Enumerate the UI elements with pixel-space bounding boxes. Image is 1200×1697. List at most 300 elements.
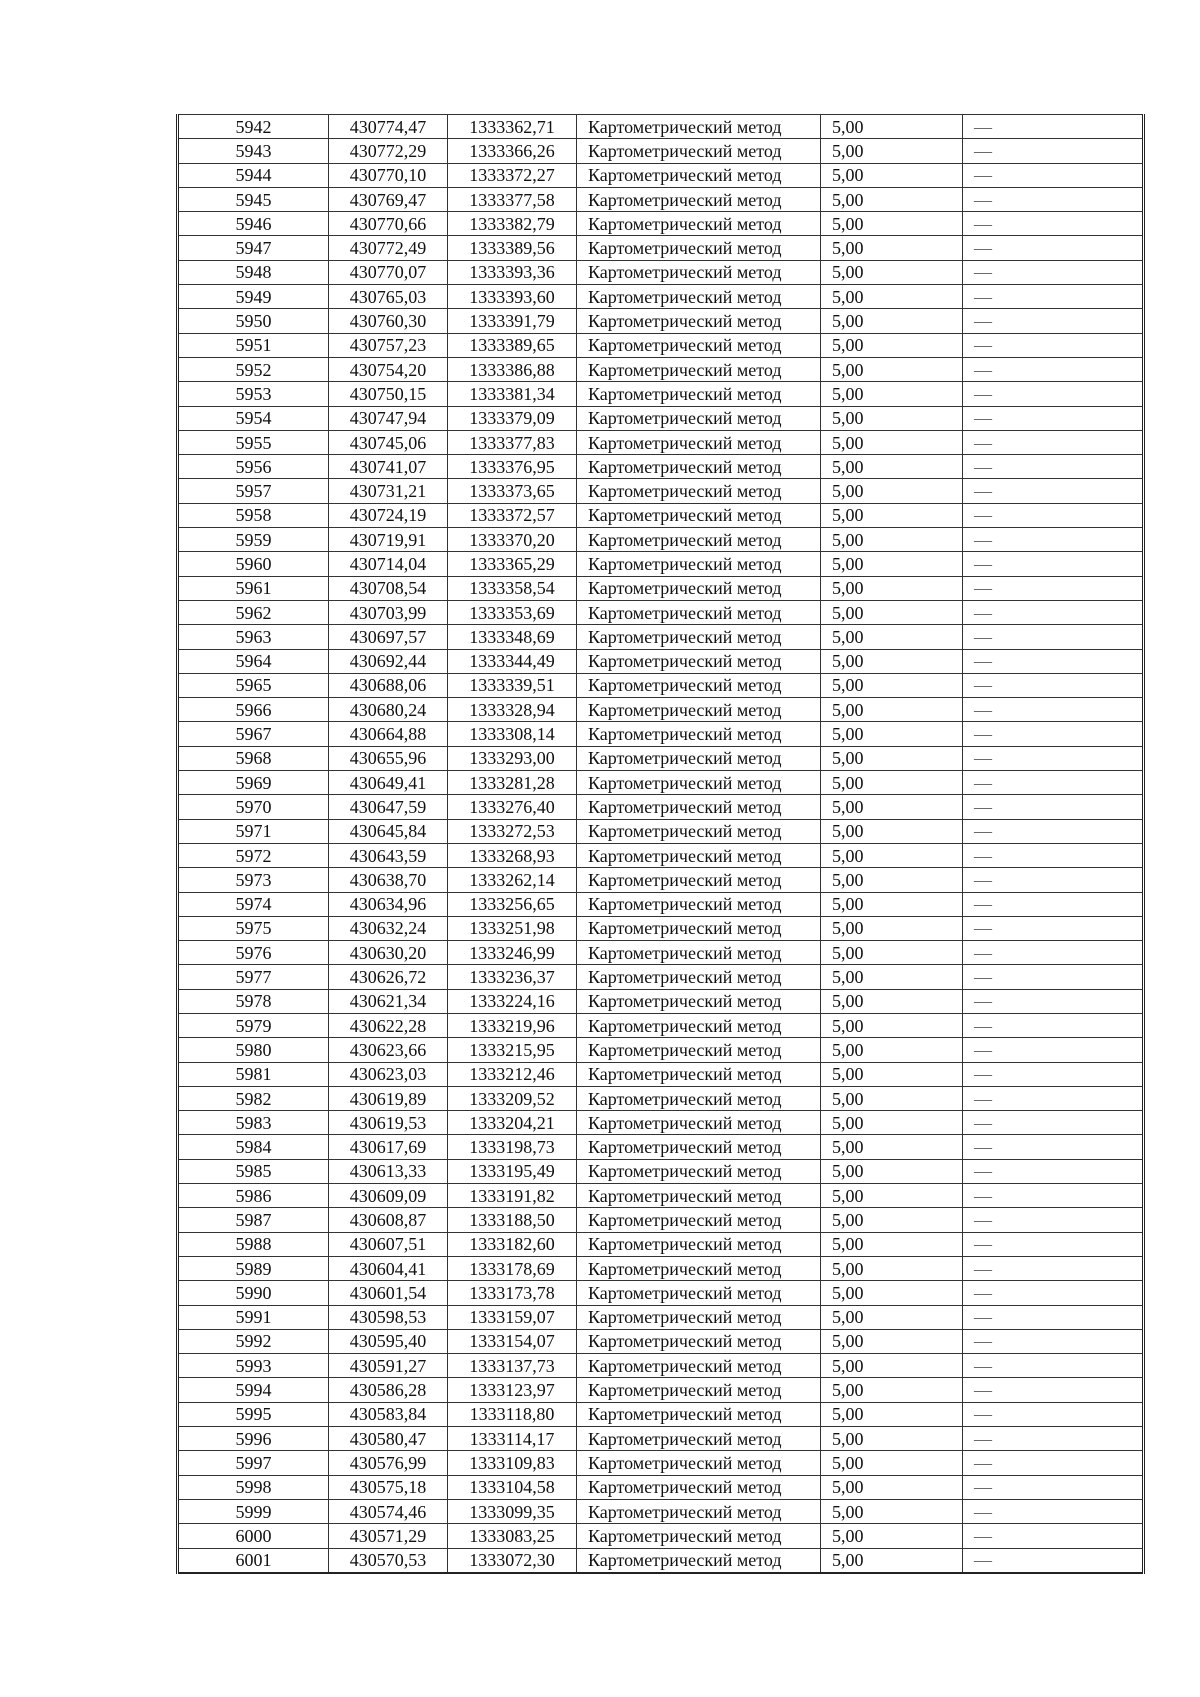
x-coordinate-cell: 430580,47 xyxy=(329,1427,448,1451)
accuracy-cell: 5,00 xyxy=(821,916,963,940)
x-coordinate-cell: 430595,40 xyxy=(329,1329,448,1353)
coordinates-table xyxy=(176,114,1145,1574)
method-cell: Картометрический метод xyxy=(577,455,821,479)
table-row xyxy=(178,163,1144,187)
y-coordinate-cell: 1333382,79 xyxy=(448,212,577,236)
point-number-cell: 5990 xyxy=(178,1281,329,1305)
point-number-cell: 5979 xyxy=(178,1013,329,1037)
point-number-cell: 5989 xyxy=(178,1256,329,1280)
y-coordinate-cell: 1333362,71 xyxy=(448,115,577,139)
accuracy-cell: 5,00 xyxy=(821,139,963,163)
point-number-cell: 5950 xyxy=(178,309,329,333)
point-number-cell: 5984 xyxy=(178,1135,329,1159)
description-cell: — xyxy=(963,139,1144,163)
table-row xyxy=(178,941,1144,965)
x-coordinate-cell: 430623,66 xyxy=(329,1038,448,1062)
y-coordinate-cell: 1333353,69 xyxy=(448,600,577,624)
x-coordinate-cell: 430586,28 xyxy=(329,1378,448,1402)
x-coordinate-cell: 430655,96 xyxy=(329,746,448,770)
method-cell: Картометрический метод xyxy=(577,479,821,503)
point-number-cell: 5973 xyxy=(178,868,329,892)
method-cell: Картометрический метод xyxy=(577,771,821,795)
accuracy-cell: 5,00 xyxy=(821,1329,963,1353)
accuracy-cell: 5,00 xyxy=(821,722,963,746)
x-coordinate-cell: 430692,44 xyxy=(329,649,448,673)
x-coordinate-cell: 430604,41 xyxy=(329,1256,448,1280)
description-cell: — xyxy=(963,576,1144,600)
x-coordinate-cell: 430591,27 xyxy=(329,1354,448,1378)
accuracy-cell: 5,00 xyxy=(821,649,963,673)
point-number-cell: 5956 xyxy=(178,455,329,479)
accuracy-cell: 5,00 xyxy=(821,430,963,454)
method-cell: Картометрический метод xyxy=(577,552,821,576)
description-cell: — xyxy=(963,771,1144,795)
description-cell: — xyxy=(963,1232,1144,1256)
point-number-cell: 5982 xyxy=(178,1086,329,1110)
point-number-cell: 5976 xyxy=(178,941,329,965)
y-coordinate-cell: 1333195,49 xyxy=(448,1159,577,1183)
accuracy-cell: 5,00 xyxy=(821,406,963,430)
description-cell: — xyxy=(963,236,1144,260)
x-coordinate-cell: 430576,99 xyxy=(329,1451,448,1475)
method-cell: Картометрический метод xyxy=(577,163,821,187)
table-row xyxy=(178,406,1144,430)
description-cell: — xyxy=(963,1329,1144,1353)
method-cell: Картометрический метод xyxy=(577,430,821,454)
point-number-cell: 5983 xyxy=(178,1111,329,1135)
table-row xyxy=(178,1281,1144,1305)
method-cell: Картометрический метод xyxy=(577,673,821,697)
accuracy-cell: 5,00 xyxy=(821,771,963,795)
point-number-cell: 5998 xyxy=(178,1475,329,1499)
method-cell: Картометрический метод xyxy=(577,1281,821,1305)
table-row xyxy=(178,382,1144,406)
description-cell: — xyxy=(963,1427,1144,1451)
point-number-cell: 5969 xyxy=(178,771,329,795)
table-row xyxy=(178,1524,1144,1548)
point-number-cell: 5955 xyxy=(178,430,329,454)
table-row xyxy=(178,503,1144,527)
point-number-cell: 5953 xyxy=(178,382,329,406)
y-coordinate-cell: 1333072,30 xyxy=(448,1548,577,1573)
accuracy-cell: 5,00 xyxy=(821,1354,963,1378)
x-coordinate-cell: 430598,53 xyxy=(329,1305,448,1329)
x-coordinate-cell: 430601,54 xyxy=(329,1281,448,1305)
description-cell: — xyxy=(963,819,1144,843)
description-cell: — xyxy=(963,649,1144,673)
accuracy-cell: 5,00 xyxy=(821,625,963,649)
y-coordinate-cell: 1333104,58 xyxy=(448,1475,577,1499)
method-cell: Картометрический метод xyxy=(577,115,821,139)
method-cell: Картометрический метод xyxy=(577,1208,821,1232)
method-cell: Картометрический метод xyxy=(577,1451,821,1475)
y-coordinate-cell: 1333215,95 xyxy=(448,1038,577,1062)
method-cell: Картометрический метод xyxy=(577,1159,821,1183)
accuracy-cell: 5,00 xyxy=(821,1208,963,1232)
y-coordinate-cell: 1333224,16 xyxy=(448,989,577,1013)
table-row xyxy=(178,1038,1144,1062)
y-coordinate-cell: 1333114,17 xyxy=(448,1427,577,1451)
table-row xyxy=(178,187,1144,211)
description-cell: — xyxy=(963,382,1144,406)
table-row xyxy=(178,236,1144,260)
method-cell: Картометрический метод xyxy=(577,1427,821,1451)
y-coordinate-cell: 1333373,65 xyxy=(448,479,577,503)
method-cell: Картометрический метод xyxy=(577,722,821,746)
method-cell: Картометрический метод xyxy=(577,843,821,867)
method-cell: Картометрический метод xyxy=(577,236,821,260)
accuracy-cell: 5,00 xyxy=(821,503,963,527)
point-number-cell: 5962 xyxy=(178,600,329,624)
description-cell: — xyxy=(963,965,1144,989)
x-coordinate-cell: 430708,54 xyxy=(329,576,448,600)
point-number-cell: 5996 xyxy=(178,1427,329,1451)
table-row xyxy=(178,139,1144,163)
x-coordinate-cell: 430583,84 xyxy=(329,1402,448,1426)
y-coordinate-cell: 1333159,07 xyxy=(448,1305,577,1329)
y-coordinate-cell: 1333256,65 xyxy=(448,892,577,916)
table-row xyxy=(178,357,1144,381)
x-coordinate-cell: 430619,53 xyxy=(329,1111,448,1135)
table-row xyxy=(178,576,1144,600)
point-number-cell: 5964 xyxy=(178,649,329,673)
accuracy-cell: 5,00 xyxy=(821,1524,963,1548)
x-coordinate-cell: 430630,20 xyxy=(329,941,448,965)
x-coordinate-cell: 430703,99 xyxy=(329,600,448,624)
accuracy-cell: 5,00 xyxy=(821,868,963,892)
x-coordinate-cell: 430664,88 xyxy=(329,722,448,746)
x-coordinate-cell: 430774,47 xyxy=(329,115,448,139)
description-cell: — xyxy=(963,1378,1144,1402)
y-coordinate-cell: 1333123,97 xyxy=(448,1378,577,1402)
point-number-cell: 5992 xyxy=(178,1329,329,1353)
table-row xyxy=(178,649,1144,673)
accuracy-cell: 5,00 xyxy=(821,1086,963,1110)
y-coordinate-cell: 1333391,79 xyxy=(448,309,577,333)
description-cell: — xyxy=(963,1208,1144,1232)
x-coordinate-cell: 430680,24 xyxy=(329,698,448,722)
accuracy-cell: 5,00 xyxy=(821,1184,963,1208)
description-cell: — xyxy=(963,989,1144,1013)
x-coordinate-cell: 430638,70 xyxy=(329,868,448,892)
accuracy-cell: 5,00 xyxy=(821,309,963,333)
y-coordinate-cell: 1333246,99 xyxy=(448,941,577,965)
method-cell: Картометрический метод xyxy=(577,285,821,309)
x-coordinate-cell: 430645,84 xyxy=(329,819,448,843)
method-cell: Картометрический метод xyxy=(577,1378,821,1402)
y-coordinate-cell: 1333339,51 xyxy=(448,673,577,697)
point-number-cell: 5997 xyxy=(178,1451,329,1475)
description-cell: — xyxy=(963,1305,1144,1329)
method-cell: Картометрический метод xyxy=(577,649,821,673)
coordinates-table-body xyxy=(178,115,1144,1573)
accuracy-cell: 5,00 xyxy=(821,479,963,503)
y-coordinate-cell: 1333198,73 xyxy=(448,1135,577,1159)
accuracy-cell: 5,00 xyxy=(821,382,963,406)
table-row xyxy=(178,333,1144,357)
table-row xyxy=(178,309,1144,333)
y-coordinate-cell: 1333178,69 xyxy=(448,1256,577,1280)
method-cell: Картометрический метод xyxy=(577,1013,821,1037)
point-number-cell: 5944 xyxy=(178,163,329,187)
table-row xyxy=(178,115,1144,139)
y-coordinate-cell: 1333154,07 xyxy=(448,1329,577,1353)
x-coordinate-cell: 430621,34 xyxy=(329,989,448,1013)
table-row xyxy=(178,285,1144,309)
x-coordinate-cell: 430626,72 xyxy=(329,965,448,989)
method-cell: Картометрический метод xyxy=(577,892,821,916)
x-coordinate-cell: 430731,21 xyxy=(329,479,448,503)
description-cell: — xyxy=(963,1111,1144,1135)
x-coordinate-cell: 430769,47 xyxy=(329,187,448,211)
point-number-cell: 5965 xyxy=(178,673,329,697)
point-number-cell: 5980 xyxy=(178,1038,329,1062)
method-cell: Картометрический метод xyxy=(577,868,821,892)
method-cell: Картометрический метод xyxy=(577,1232,821,1256)
point-number-cell: 5991 xyxy=(178,1305,329,1329)
y-coordinate-cell: 1333137,73 xyxy=(448,1354,577,1378)
accuracy-cell: 5,00 xyxy=(821,576,963,600)
accuracy-cell: 5,00 xyxy=(821,333,963,357)
method-cell: Картометрический метод xyxy=(577,357,821,381)
description-cell: — xyxy=(963,1062,1144,1086)
y-coordinate-cell: 1333344,49 xyxy=(448,649,577,673)
accuracy-cell: 5,00 xyxy=(821,1378,963,1402)
y-coordinate-cell: 1333204,21 xyxy=(448,1111,577,1135)
point-number-cell: 5946 xyxy=(178,212,329,236)
table-row xyxy=(178,1354,1144,1378)
method-cell: Картометрический метод xyxy=(577,503,821,527)
accuracy-cell: 5,00 xyxy=(821,1159,963,1183)
table-row xyxy=(178,1184,1144,1208)
x-coordinate-cell: 430649,41 xyxy=(329,771,448,795)
point-number-cell: 5958 xyxy=(178,503,329,527)
method-cell: Картометрический метод xyxy=(577,1256,821,1280)
description-cell: — xyxy=(963,1451,1144,1475)
point-number-cell: 5993 xyxy=(178,1354,329,1378)
y-coordinate-cell: 1333379,09 xyxy=(448,406,577,430)
method-cell: Картометрический метод xyxy=(577,746,821,770)
table-row xyxy=(178,1256,1144,1280)
x-coordinate-cell: 430608,87 xyxy=(329,1208,448,1232)
method-cell: Картометрический метод xyxy=(577,1354,821,1378)
description-cell: — xyxy=(963,673,1144,697)
accuracy-cell: 5,00 xyxy=(821,1013,963,1037)
accuracy-cell: 5,00 xyxy=(821,1548,963,1573)
description-cell: — xyxy=(963,1013,1144,1037)
point-number-cell: 5945 xyxy=(178,187,329,211)
accuracy-cell: 5,00 xyxy=(821,1281,963,1305)
table-row xyxy=(178,965,1144,989)
y-coordinate-cell: 1333308,14 xyxy=(448,722,577,746)
table-row xyxy=(178,1329,1144,1353)
description-cell: — xyxy=(963,625,1144,649)
table-row xyxy=(178,771,1144,795)
point-number-cell: 5948 xyxy=(178,260,329,284)
table-row xyxy=(178,916,1144,940)
table-row xyxy=(178,1427,1144,1451)
x-coordinate-cell: 430623,03 xyxy=(329,1062,448,1086)
point-number-cell: 5957 xyxy=(178,479,329,503)
accuracy-cell: 5,00 xyxy=(821,1256,963,1280)
table-row xyxy=(178,989,1144,1013)
x-coordinate-cell: 430622,28 xyxy=(329,1013,448,1037)
y-coordinate-cell: 1333377,83 xyxy=(448,430,577,454)
table-row xyxy=(178,1135,1144,1159)
y-coordinate-cell: 1333272,53 xyxy=(448,819,577,843)
point-number-cell: 5967 xyxy=(178,722,329,746)
point-number-cell: 5959 xyxy=(178,528,329,552)
y-coordinate-cell: 1333173,78 xyxy=(448,1281,577,1305)
accuracy-cell: 5,00 xyxy=(821,163,963,187)
y-coordinate-cell: 1333118,80 xyxy=(448,1402,577,1426)
point-number-cell: 5970 xyxy=(178,795,329,819)
method-cell: Картометрический метод xyxy=(577,989,821,1013)
accuracy-cell: 5,00 xyxy=(821,115,963,139)
table-row xyxy=(178,455,1144,479)
x-coordinate-cell: 430770,66 xyxy=(329,212,448,236)
description-cell: — xyxy=(963,528,1144,552)
point-number-cell: 5981 xyxy=(178,1062,329,1086)
method-cell: Картометрический метод xyxy=(577,1111,821,1135)
y-coordinate-cell: 1333377,58 xyxy=(448,187,577,211)
table-row xyxy=(178,1475,1144,1499)
description-cell: — xyxy=(963,698,1144,722)
table-row xyxy=(178,1208,1144,1232)
method-cell: Картометрический метод xyxy=(577,819,821,843)
accuracy-cell: 5,00 xyxy=(821,892,963,916)
accuracy-cell: 5,00 xyxy=(821,357,963,381)
y-coordinate-cell: 1333328,94 xyxy=(448,698,577,722)
description-cell: — xyxy=(963,1256,1144,1280)
description-cell: — xyxy=(963,1499,1144,1523)
y-coordinate-cell: 1333393,60 xyxy=(448,285,577,309)
y-coordinate-cell: 1333381,34 xyxy=(448,382,577,406)
accuracy-cell: 5,00 xyxy=(821,819,963,843)
point-number-cell: 5987 xyxy=(178,1208,329,1232)
accuracy-cell: 5,00 xyxy=(821,1451,963,1475)
method-cell: Картометрический метод xyxy=(577,916,821,940)
method-cell: Картометрический метод xyxy=(577,1524,821,1548)
y-coordinate-cell: 1333281,28 xyxy=(448,771,577,795)
point-number-cell: 5966 xyxy=(178,698,329,722)
point-number-cell: 5960 xyxy=(178,552,329,576)
table-row xyxy=(178,868,1144,892)
point-number-cell: 5974 xyxy=(178,892,329,916)
x-coordinate-cell: 430570,53 xyxy=(329,1548,448,1573)
x-coordinate-cell: 430643,59 xyxy=(329,843,448,867)
point-number-cell: 5986 xyxy=(178,1184,329,1208)
table-row xyxy=(178,479,1144,503)
x-coordinate-cell: 430714,04 xyxy=(329,552,448,576)
description-cell: — xyxy=(963,1159,1144,1183)
description-cell: — xyxy=(963,406,1144,430)
point-number-cell: 5947 xyxy=(178,236,329,260)
accuracy-cell: 5,00 xyxy=(821,843,963,867)
x-coordinate-cell: 430757,23 xyxy=(329,333,448,357)
y-coordinate-cell: 1333372,27 xyxy=(448,163,577,187)
description-cell: — xyxy=(963,746,1144,770)
method-cell: Картометрический метод xyxy=(577,576,821,600)
accuracy-cell: 5,00 xyxy=(821,600,963,624)
method-cell: Картометрический метод xyxy=(577,600,821,624)
table-row xyxy=(178,722,1144,746)
point-number-cell: 5961 xyxy=(178,576,329,600)
description-cell: — xyxy=(963,212,1144,236)
method-cell: Картометрический метод xyxy=(577,212,821,236)
point-number-cell: 6001 xyxy=(178,1548,329,1573)
point-number-cell: 5942 xyxy=(178,115,329,139)
accuracy-cell: 5,00 xyxy=(821,528,963,552)
table-row xyxy=(178,795,1144,819)
accuracy-cell: 5,00 xyxy=(821,941,963,965)
accuracy-cell: 5,00 xyxy=(821,1111,963,1135)
x-coordinate-cell: 430609,09 xyxy=(329,1184,448,1208)
x-coordinate-cell: 430575,18 xyxy=(329,1475,448,1499)
method-cell: Картометрический метод xyxy=(577,187,821,211)
x-coordinate-cell: 430770,07 xyxy=(329,260,448,284)
table-row xyxy=(178,1402,1144,1426)
x-coordinate-cell: 430747,94 xyxy=(329,406,448,430)
x-coordinate-cell: 430760,30 xyxy=(329,309,448,333)
description-cell: — xyxy=(963,455,1144,479)
description-cell: — xyxy=(963,163,1144,187)
accuracy-cell: 5,00 xyxy=(821,187,963,211)
point-number-cell: 5977 xyxy=(178,965,329,989)
point-number-cell: 5995 xyxy=(178,1402,329,1426)
accuracy-cell: 5,00 xyxy=(821,746,963,770)
method-cell: Картометрический метод xyxy=(577,1086,821,1110)
accuracy-cell: 5,00 xyxy=(821,455,963,479)
point-number-cell: 5971 xyxy=(178,819,329,843)
accuracy-cell: 5,00 xyxy=(821,1038,963,1062)
method-cell: Картометрический метод xyxy=(577,382,821,406)
table-row xyxy=(178,1159,1144,1183)
method-cell: Картометрический метод xyxy=(577,698,821,722)
method-cell: Картометрический метод xyxy=(577,1402,821,1426)
description-cell: — xyxy=(963,1354,1144,1378)
accuracy-cell: 5,00 xyxy=(821,795,963,819)
y-coordinate-cell: 1333372,57 xyxy=(448,503,577,527)
x-coordinate-cell: 430632,24 xyxy=(329,916,448,940)
x-coordinate-cell: 430754,20 xyxy=(329,357,448,381)
point-number-cell: 5988 xyxy=(178,1232,329,1256)
method-cell: Картометрический метод xyxy=(577,1475,821,1499)
x-coordinate-cell: 430765,03 xyxy=(329,285,448,309)
x-coordinate-cell: 430688,06 xyxy=(329,673,448,697)
accuracy-cell: 5,00 xyxy=(821,1427,963,1451)
x-coordinate-cell: 430697,57 xyxy=(329,625,448,649)
method-cell: Картометрический метод xyxy=(577,625,821,649)
accuracy-cell: 5,00 xyxy=(821,989,963,1013)
accuracy-cell: 5,00 xyxy=(821,1402,963,1426)
description-cell: — xyxy=(963,722,1144,746)
point-number-cell: 5999 xyxy=(178,1499,329,1523)
x-coordinate-cell: 430634,96 xyxy=(329,892,448,916)
x-coordinate-cell: 430741,07 xyxy=(329,455,448,479)
x-coordinate-cell: 430647,59 xyxy=(329,795,448,819)
y-coordinate-cell: 1333268,93 xyxy=(448,843,577,867)
table-row xyxy=(178,1499,1144,1523)
point-number-cell: 5975 xyxy=(178,916,329,940)
y-coordinate-cell: 1333389,56 xyxy=(448,236,577,260)
description-cell: — xyxy=(963,503,1144,527)
x-coordinate-cell: 430770,10 xyxy=(329,163,448,187)
table-row xyxy=(178,430,1144,454)
y-coordinate-cell: 1333109,83 xyxy=(448,1451,577,1475)
y-coordinate-cell: 1333386,88 xyxy=(448,357,577,381)
method-cell: Картометрический метод xyxy=(577,1329,821,1353)
